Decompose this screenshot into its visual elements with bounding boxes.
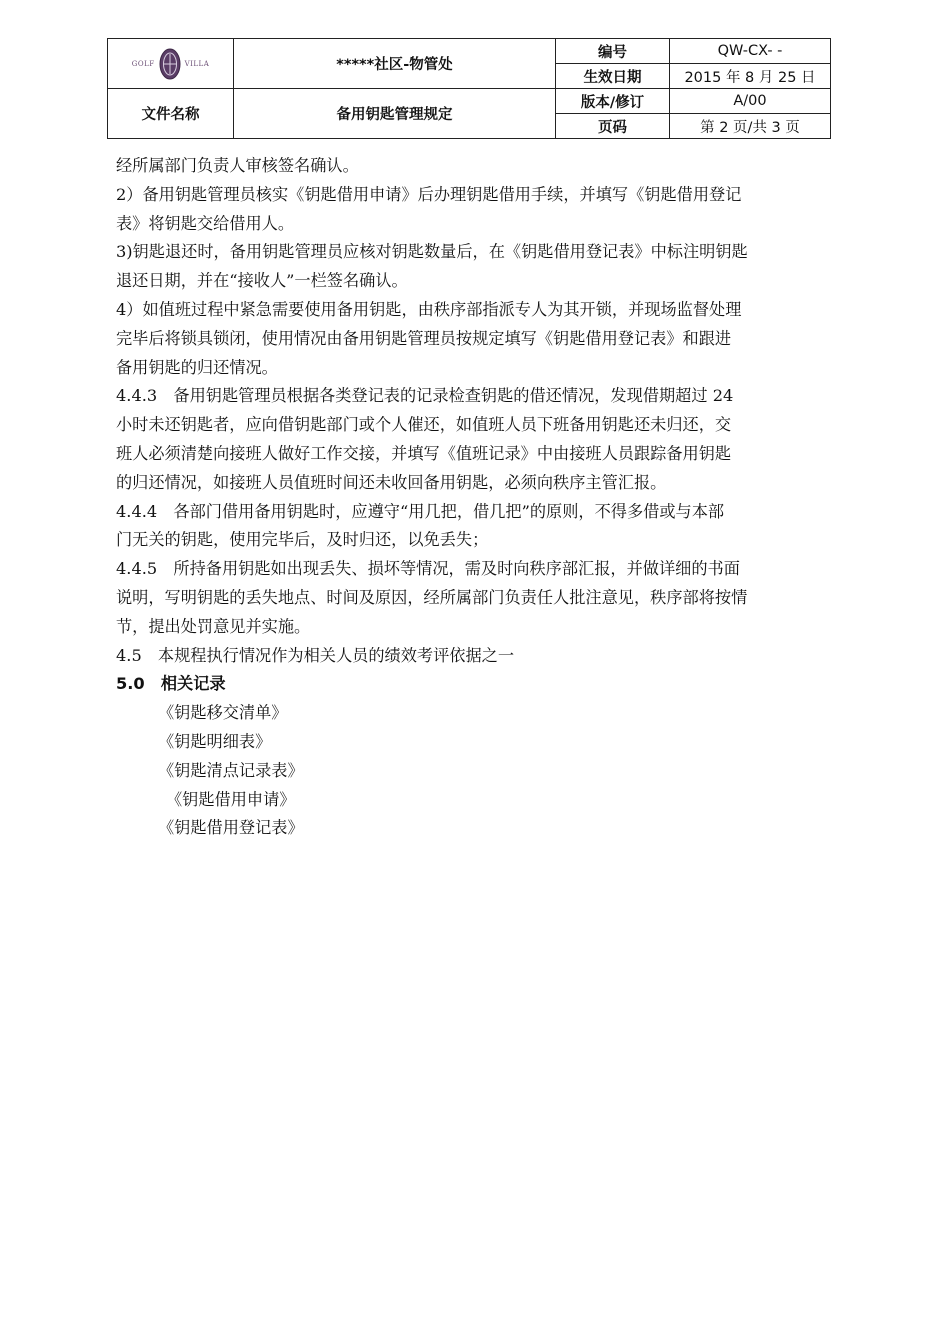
org-name: *****社区-物管处 bbox=[234, 39, 556, 89]
crest-icon bbox=[159, 48, 181, 80]
body-line: 3)钥匙退还时，备用钥匙管理员应核对钥匙数量后，在《钥匙借用登记表》中标注明钥匙 bbox=[116, 242, 748, 262]
body-line: 备用钥匙的归还情况。 bbox=[116, 357, 278, 377]
record-item: 《钥匙借用申请》 bbox=[166, 789, 296, 809]
body-line: 4.5 本规程执行情况作为相关人员的绩效考评依据之一 bbox=[116, 645, 515, 665]
record-item: 《钥匙移交清单》 bbox=[158, 703, 288, 723]
record-item: 《钥匙明细表》 bbox=[158, 731, 272, 751]
field-label-version: 版本/修订 bbox=[556, 89, 670, 114]
doc-name-label: 文件名称 bbox=[108, 89, 234, 139]
body-line: 节，提出处罚意见并实施。 bbox=[116, 616, 311, 636]
record-item: 《钥匙借用登记表》 bbox=[158, 818, 304, 838]
document-body bbox=[116, 152, 840, 843]
field-value-version: A/00 bbox=[670, 89, 831, 114]
body-line: 的归还情况，如接班人员值班时间还未收回备用钥匙，必须向秩序主管汇报。 bbox=[116, 472, 667, 492]
doc-name: 备用钥匙管理规定 bbox=[234, 89, 556, 139]
body-line: 2）备用钥匙管理员核实《钥匙借用申请》后办理钥匙借用手续，并填写《钥匙借用登记 bbox=[116, 184, 742, 204]
field-value-code: QW-CX- - bbox=[670, 39, 831, 64]
body-line: 经所属部门负责人审核签名确认。 bbox=[116, 156, 359, 175]
body-line: 4）如值班过程中紧急需要使用备用钥匙，由秩序部指派专人为其开锁，并现场监督处理 bbox=[116, 299, 742, 319]
body-line: 班人必须清楚向接班人做好工作交接，并填写《值班记录》中由接班人员跟踪备用钥匙 bbox=[116, 443, 732, 463]
body-line: 4.4.5 所持备用钥匙如出现丢失、损坏等情况，需及时向秩序部汇报，并做详细的书面 bbox=[116, 559, 740, 579]
field-value-page: 第 2 页/共 3 页 bbox=[670, 114, 831, 139]
body-line: 退还日期，并在“接收人”一栏签名确认。 bbox=[116, 271, 408, 291]
section-title-related-records: 5.0 相关记录 bbox=[116, 674, 226, 694]
field-value-effective-date: 2015 年 8 月 25 日 bbox=[670, 64, 831, 89]
logo-cell bbox=[108, 39, 234, 89]
body-line: 表》将钥匙交给借用人。 bbox=[116, 213, 295, 233]
body-line: 门无关的钥匙，使用完毕后，及时归还，以免丢失； bbox=[116, 530, 489, 550]
body-line: 说明，写明钥匙的丢失地点、时间及原因，经所属部门负责任人批注意见，秩序部将按情 bbox=[116, 587, 748, 607]
body-line: 4.4.3 备用钥匙管理员根据各类登记表的记录检查钥匙的借还情况，发现借期超过 24 bbox=[116, 386, 734, 406]
body-line: 小时未还钥匙者，应向借钥匙部门或个人催还，如值班人员下班备用钥匙还未归还，交 bbox=[116, 415, 732, 435]
logo-right-text: VILLA bbox=[184, 59, 210, 68]
field-label-effective-date: 生效日期 bbox=[556, 64, 670, 89]
field-label-code: 编号 bbox=[556, 39, 670, 64]
document-header-table bbox=[107, 38, 831, 139]
record-item: 《钥匙清点记录表》 bbox=[158, 760, 304, 780]
field-label-page: 页码 bbox=[556, 114, 670, 139]
logo-left-text: GOLF bbox=[131, 59, 155, 68]
body-line: 4.4.4 各部门借用备用钥匙时，应遵守“用几把，借几把”的原则，不得多借或与本部 bbox=[116, 501, 725, 521]
golf-villa-logo bbox=[108, 48, 233, 80]
body-line: 完毕后将锁具锁闭，使用情况由备用钥匙管理员按规定填写《钥匙借用登记表》和跟进 bbox=[116, 328, 732, 348]
